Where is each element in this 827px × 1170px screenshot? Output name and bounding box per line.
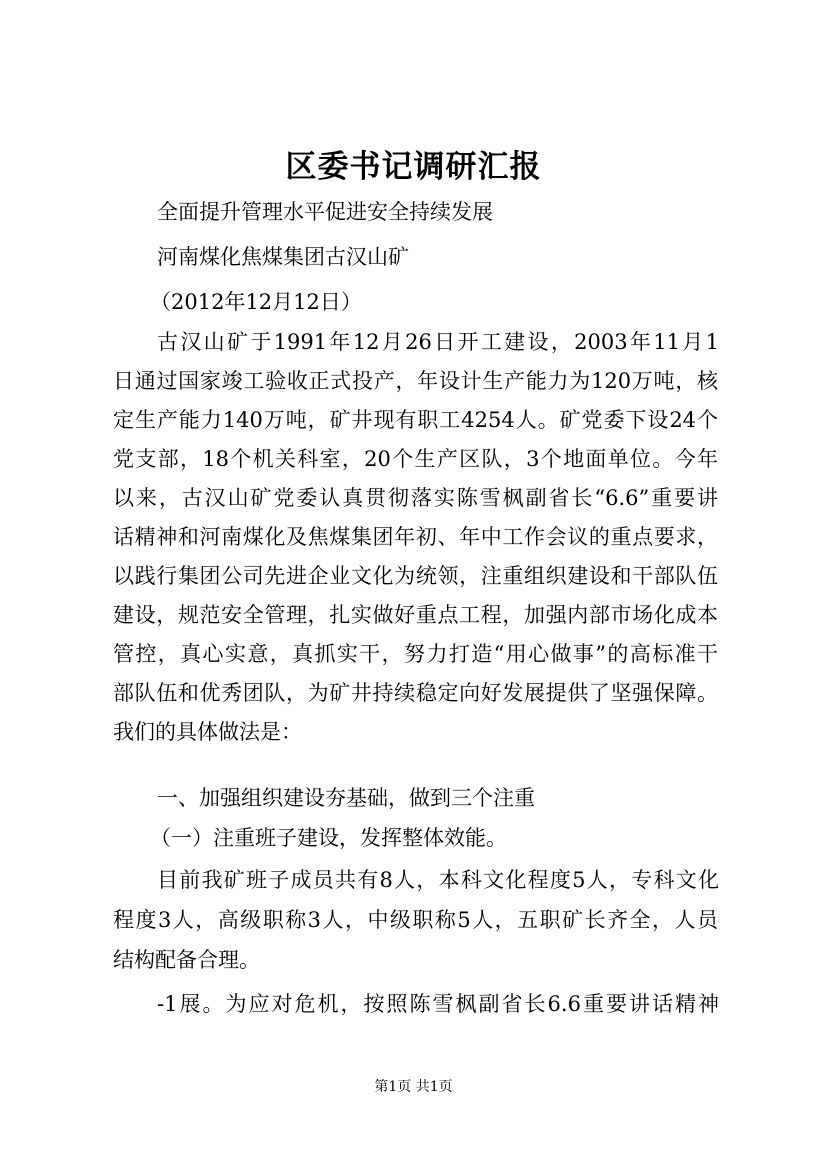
organization-name: 河南煤化焦煤集团古汉山矿 (157, 245, 409, 269)
document-title: 区委书记调研汇报 (285, 149, 542, 185)
paragraph-line: -1展。为应对危机，按照陈雪枫副省长6.6重要讲话精神 (157, 992, 719, 1016)
section-heading: 一、加强组织建设夯基础，做到三个注重 (157, 786, 535, 810)
paragraph-line: 古汉山矿于1991年12月26日开工建设，2003年11月1 (157, 330, 719, 354)
paragraph-line: 管控，真心实意，真抓实干，努力打造“用心做事”的高标准干 (113, 642, 718, 666)
paragraph-line: 党支部，18个机关科室，20个生产区队，3个地面单位。今年 (113, 447, 718, 471)
paragraph-line: 结构配备合理。 (113, 948, 260, 972)
paragraph-line: 日通过国家竣工验收正式投产，年设计生产能力为120万吨，核 (113, 369, 718, 393)
paragraph-line: 以践行集团公司先进企业文化为统领，注重组织建设和干部队伍 (113, 564, 718, 588)
paragraph-line: 话精神和河南煤化及焦煤集团年初、年中工作会议的重点要求， (113, 525, 718, 549)
paragraph-line: 定生产能力140万吨，矿井现有职工4254人。矿党委下设24个 (113, 408, 718, 432)
paragraph-line: 程度3人，高级职称3人，中级职称5人，五职矿长齐全，人员 (113, 908, 718, 932)
paragraph-line: 目前我矿班子成员共有8人，本科文化程度5人，专科文化 (157, 868, 719, 892)
page-number-footer: 第1页 共1页 (374, 1079, 453, 1095)
paragraph-line: 我们的具体做法是： (113, 720, 302, 744)
document-subtitle: 全面提升管理水平促进安全持续发展 (157, 200, 493, 224)
paragraph-line: 以来，古汉山矿党委认真贯彻落实陈雪枫副省长“6.6”重要讲 (113, 486, 718, 510)
report-date: （2012年12月12日） (150, 290, 362, 314)
paragraph-line: 部队伍和优秀团队，为矿井持续稳定向好发展提供了坚强保障。 (113, 681, 718, 705)
paragraph-line: 建设，规范安全管理，扎实做好重点工程，加强内部市场化成本 (113, 603, 718, 627)
subsection-heading: （一）注重班子建设，发挥整体效能。 (150, 826, 507, 850)
